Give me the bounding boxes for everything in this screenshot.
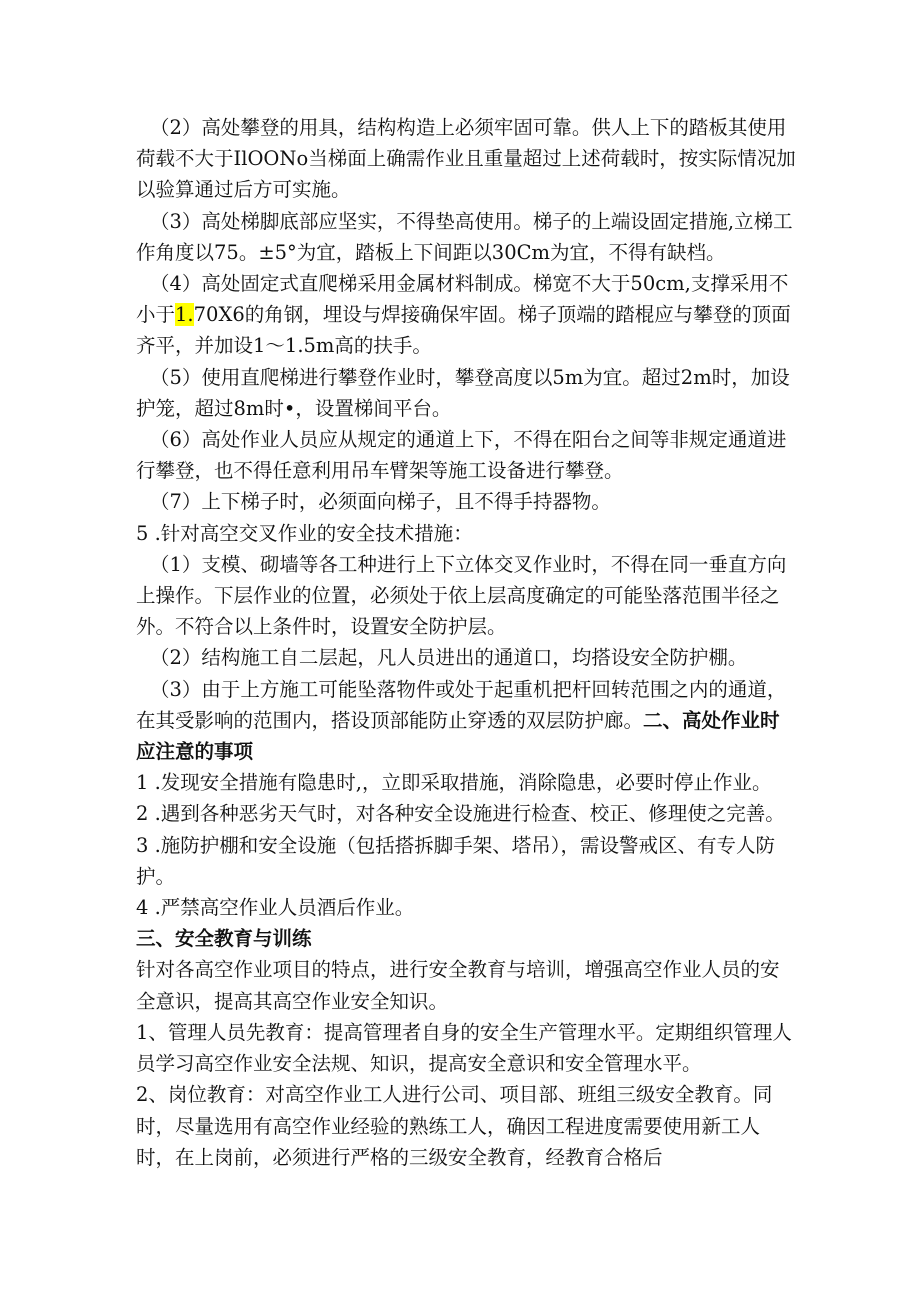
paragraph-text: （7）上下梯子时，必须面向梯子，且不得手持器物。 [150, 490, 611, 514]
paragraph-text: 针对各高空作业项目的特点，进行安全教育与培训，增强高空作业人员的安全意识，提高其高空作业安全知识。 [136, 958, 780, 1013]
paragraph-post-education [136, 1079, 796, 1173]
paragraph-management-education [136, 1017, 796, 1079]
paragraph-text: 2、岗位教育：对高空作业工人进行公司、项目部、班组三级安全教育。同时，尽量选用有高空作业经验的熟练工人，确因工程进度需要使用新工人时，在上岗前，必须进行严格的三级安全教育，经教育合格后 [136, 1083, 773, 1169]
paragraph-text: （5）使用直爬梯进行攀登作业时，攀登高度以5m为宜。超过2m时，加设护笼，超过8m时•，设置梯间平台。 [136, 365, 790, 420]
paragraph-text: 1 .发现安全措施有隐患时,，立即采取措施，消除隐患，必要时停止作业。 [136, 771, 772, 795]
heading-text: 三、安全教育与训练 [136, 927, 312, 951]
paragraph-text: 2 .遇到各种恶劣天气时，对各种安全设施进行检查、校正、修理使之完善。 [136, 802, 785, 826]
paragraph-fixed-ladder [136, 268, 796, 362]
paragraph-text: （6）高处作业人员应从规定的通道上下，不得在阳台之间等非规定通道进行攀登，也不得任意利用吊车臂架等施工设备进行攀登。 [136, 428, 787, 483]
paragraph-text: （1）支模、砌墙等各工种进行上下立体交叉作业时，不得在同一垂直方向上操作。下层作业的位置，必须处于依上层高度确定的可能坠落范围半径之外。不符合以上条件时，设置安全防护层。 [136, 552, 787, 639]
document-body [136, 112, 796, 1173]
paragraph-precaution-3 [136, 830, 796, 892]
paragraph-text: （2）高处攀登的用具，结构构造上必须牢固可靠。供人上下的踏板其使用荷载不大于IlOONo当梯面上确需作业且重量超过上述荷载时，按实际情况加以验算通过后方可实施。 [136, 116, 796, 202]
paragraph-text: （3）高处梯脚底部应坚实，不得垫高使用。梯子的上端设固定措施,立梯工作角度以75。±5°为宜，踏板上下间距以30Cm为宜，不得有缺档。 [136, 209, 793, 264]
paragraph-precaution-1 [136, 767, 796, 798]
paragraph-text: （3）由于上方施工可能坠落物件或处于起重机把杆回转范围之内的通道，在其受影响的范围内，搭设顶部能防止穿透的双层防护廊。 [136, 677, 787, 732]
highlighted-text: 1. [175, 303, 194, 327]
paragraph-text: 5 .针对高空交叉作业的安全技术措施： [136, 521, 473, 545]
paragraph-climbing-height [136, 362, 796, 424]
paragraph-text: （2）结构施工自二层起，凡人员进出的通道口，均搭设安全防护棚。 [150, 646, 748, 670]
paragraph-passage-rules [136, 424, 796, 486]
paragraph-face-ladder [136, 486, 796, 517]
paragraph-cross-work-2 [136, 642, 796, 673]
paragraph-ladder-base [136, 206, 796, 268]
paragraph-text: （4）高处固定式直爬梯采用金属材料制成。梯宽不大于50cm,支撑采用不小于 [136, 272, 789, 327]
paragraph-cross-work-1 [136, 549, 796, 643]
paragraph-cross-work-3 [136, 674, 796, 768]
paragraph-text: 4 .严禁高空作业人员酒后作业。 [136, 896, 415, 920]
paragraph-precaution-4 [136, 892, 796, 923]
section-cross-work-heading [136, 518, 796, 549]
section-heading-education [136, 923, 796, 954]
paragraph-precaution-2 [136, 798, 796, 829]
paragraph-text: 1、管理人员先教育：提高管理者自身的安全生产管理水平。定期组织管理人员学习高空作业安全法规、知识，提高安全意识和安全管理水平。 [136, 1020, 792, 1076]
paragraph-education-intro [136, 954, 796, 1016]
paragraph-text: 3 .施防护棚和安全设施（包括搭拆脚手架、塔吊），需设警戒区、有专人防护。 [136, 833, 776, 888]
paragraph-ladder-structure [136, 112, 796, 206]
paragraph-text: 70X6的角钢，埋设与焊接确保牢固。梯子顶端的踏棍应与攀登的顶面齐平，并加设1～1.5m高的扶手。 [136, 303, 791, 358]
section-heading-precautions: 二、高处作业时应注意的事项 [136, 708, 780, 764]
